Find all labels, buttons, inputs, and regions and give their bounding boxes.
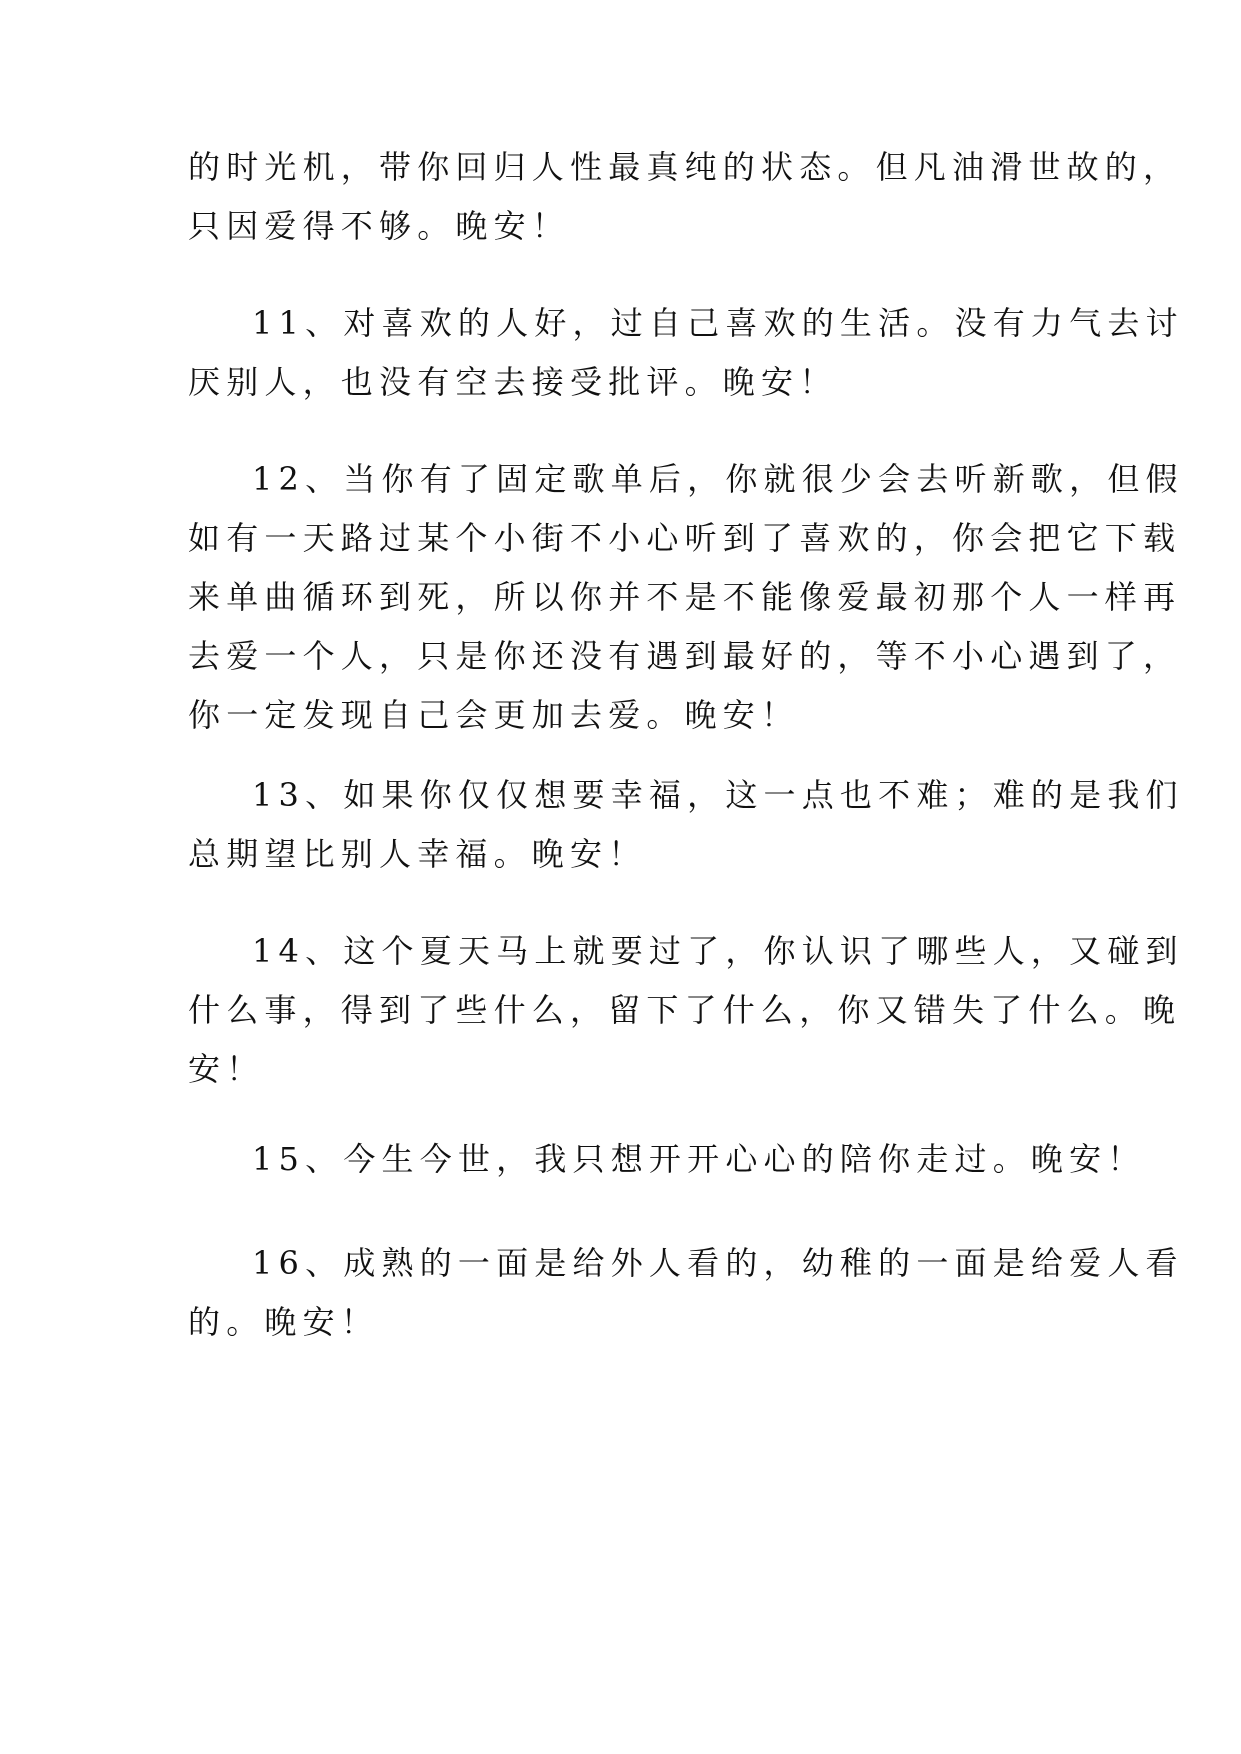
text-line: 如有一天路过某个小街不小心听到了喜欢的，你会把它下载: [188, 519, 1182, 557]
text-line: 安！: [188, 1050, 265, 1088]
text-line: 只因爱得不够。晚安！: [188, 207, 571, 245]
text-line: 总期望比别人幸福。晚安！: [188, 835, 647, 873]
paragraph-15: [188, 1130, 1146, 1189]
text-line: 11、对喜欢的人好，过自己喜欢的生活。没有力气去讨: [252, 304, 1184, 342]
text-line: 去爱一个人，只是你还没有遇到最好的，等不小心遇到了，: [188, 637, 1182, 675]
text-line: 你一定发现自己会更加去爱。晚安！: [188, 696, 800, 734]
paragraph-11: [188, 294, 1184, 412]
text-line: 的时光机，带你回归人性最真纯的状态。但凡油滑世故的，: [188, 148, 1182, 186]
text-line: 来单曲循环到死，所以你并不是不能像爱最初那个人一样再: [188, 578, 1182, 616]
paragraph-continued: [188, 138, 1182, 256]
text-line: 14、这个夏天马上就要过了，你认识了哪些人，又碰到: [252, 932, 1184, 970]
paragraph-12: [188, 450, 1184, 745]
paragraph-13: [188, 766, 1184, 884]
text-line: 15、今生今世，我只想开开心心的陪你走过。晚安！: [252, 1140, 1146, 1178]
text-line: 厌别人，也没有空去接受批评。晚安！: [188, 363, 838, 401]
text-line: 16、成熟的一面是给外人看的，幼稚的一面是给爱人看: [252, 1244, 1184, 1282]
text-line: 什么事，得到了些什么，留下了什么，你又错失了什么。晚: [188, 991, 1182, 1029]
paragraph-14: [188, 922, 1184, 1099]
text-line: 13、如果你仅仅想要幸福，这一点也不难；难的是我们: [252, 776, 1184, 814]
paragraph-16: [188, 1234, 1184, 1352]
text-line: 的。晚安！: [188, 1303, 380, 1341]
text-line: 12、当你有了固定歌单后，你就很少会去听新歌，但假: [252, 460, 1184, 498]
